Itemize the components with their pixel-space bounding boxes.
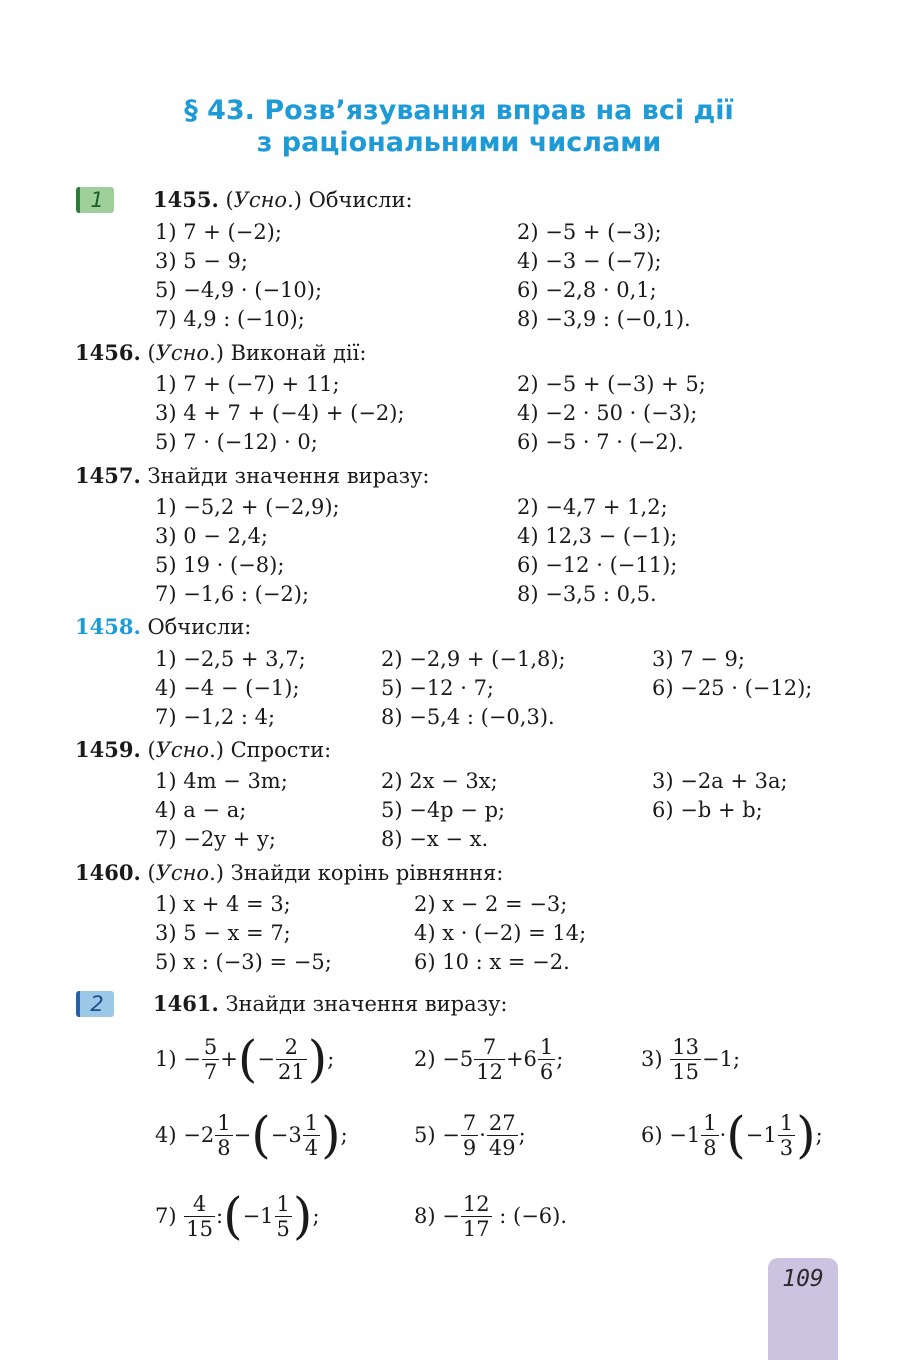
denominator: 5: [276, 1216, 290, 1241]
exercise-item: 3) 5 − 9;: [155, 249, 248, 273]
numerator: 5: [203, 1034, 218, 1059]
whole-part: −1: [669, 1123, 701, 1147]
task-text: Знайди значення виразу:: [218, 992, 508, 1016]
whole-part: −5: [442, 1047, 474, 1071]
denominator: 4: [304, 1135, 319, 1160]
exercise-item: 2) −5 + (−3) + 5;: [517, 372, 706, 396]
fraction: [275, 1192, 292, 1241]
numerator: 1: [779, 1110, 794, 1135]
exercise-item: 4) −3 − (−7);: [517, 249, 662, 273]
exercise-item: 4) −2 · 50 · (−3);: [517, 401, 698, 425]
fraction: [670, 1035, 701, 1084]
exercise-1461-heading: [153, 991, 508, 1017]
fraction: [461, 1111, 478, 1160]
fraction: [538, 1035, 555, 1084]
exercise-item: 7) −2y + y;: [155, 827, 276, 851]
exercise-item: 2) 2x − 3x;: [381, 769, 498, 793]
fraction-expression-8: 8) − $\frac{12}{17}$ : (−6).: [414, 1191, 568, 1241]
fraction-expression-5: 5) − $\frac{7}{9}$ · $\frac{27}{49}$ ;: [414, 1110, 526, 1160]
exercise-item: 4) x · (−2) = 14;: [414, 921, 587, 945]
whole-part: −3: [270, 1123, 302, 1147]
exercise-item: 8) −3,9 : (−0,1).: [517, 307, 691, 331]
task-text: (: [140, 341, 156, 365]
task-text: (: [218, 188, 234, 212]
whole-part: −1: [242, 1204, 274, 1228]
task-text: (: [140, 861, 156, 885]
denominator: 6: [539, 1059, 554, 1084]
exercise-item: 6) −5 · 7 · (−2).: [517, 430, 684, 454]
task-text: .) Знайди корінь рівняння:: [209, 861, 504, 885]
numerator: 1: [276, 1191, 290, 1216]
expression-tail: : (−6).: [499, 1204, 568, 1228]
fraction: [701, 1111, 718, 1160]
denominator: 8: [703, 1135, 717, 1160]
exercise-1459-heading: [75, 737, 331, 763]
exercise-number: 1460.: [75, 860, 141, 885]
exercise-1455-heading: [153, 187, 413, 213]
exercise-item: 2) −2,9 + (−1,8);: [381, 647, 566, 671]
fraction-expression-6: 6) −1 $\frac{1}{8}$ · ( −1 $\frac{1}{3}$ ) ;: [641, 1106, 823, 1164]
exercise-item: 6) −2,8 · 0,1;: [517, 278, 657, 302]
task-text: .) Виконай дії:: [209, 341, 367, 365]
task-text: (: [140, 738, 156, 762]
item-label: 5): [414, 1123, 436, 1147]
numerator: 1: [217, 1110, 231, 1135]
fraction-expression-1: 1) − $\frac{5}{7}$ + ( − $\frac{2}{21}$ ) ;: [155, 1030, 335, 1088]
item-label: 8): [414, 1204, 436, 1228]
fraction: [202, 1035, 219, 1084]
exercise-item: 5) 19 · (−8);: [155, 553, 285, 577]
exercise-item: 7) 4,9 : (−10);: [155, 307, 305, 331]
exercise-item: 1) 4m − 3m;: [155, 769, 288, 793]
fraction-expression-7: 7) $\frac{4}{15}$ : ( −1 $\frac{1}{5}$ ) ;: [155, 1187, 320, 1245]
denominator: 15: [186, 1216, 213, 1241]
exercise-item: 8) −3,5 : 0,5.: [517, 582, 657, 606]
exercise-item: 3) 5 − x = 7;: [155, 921, 291, 945]
exercise-item: 3) 7 − 9;: [652, 647, 745, 671]
section-title-line-1: § 43. Розв’язування вправ на всі дії: [184, 95, 734, 126]
item-label: 2): [414, 1047, 436, 1071]
section-title-line-2: з раціональними числами: [256, 127, 662, 158]
item-label: 1): [155, 1047, 177, 1071]
fraction-expression-4: 4) −2 $\frac{1}{8}$ − ( −3 $\frac{1}{4}$ ) ;: [155, 1106, 348, 1164]
exercise-item: 5) 7 · (−12) · 0;: [155, 430, 318, 454]
numerator: 2: [276, 1035, 307, 1060]
fraction-expression-2: 2) −5 $\frac{7}{12}$ +6 $\frac{1}{6}$ ;: [414, 1034, 564, 1084]
exercise-item: 4) 12,3 − (−1);: [517, 524, 678, 548]
whole-part: +6: [505, 1047, 537, 1071]
exercise-item: 3) 0 − 2,4;: [155, 524, 269, 548]
exercise-item: 7) −1,6 : (−2);: [155, 582, 310, 606]
exercise-item: 7) −1,2 : 4;: [155, 705, 276, 729]
task-text: .) Обчисли:: [287, 188, 413, 212]
fraction: [303, 1111, 320, 1160]
task-oral-label: Усно: [155, 861, 210, 885]
exercise-number: 1458.: [75, 614, 141, 639]
exercise-item: 6) 10 : x = −2.: [414, 950, 570, 974]
fraction: [778, 1111, 795, 1160]
numerator: 7: [474, 1035, 505, 1060]
exercise-1458-heading: [75, 614, 251, 640]
task-oral-label: Усно: [233, 188, 288, 212]
whole-part: −2: [183, 1123, 215, 1147]
item-label: 6): [641, 1123, 663, 1147]
numerator: 1: [703, 1110, 717, 1135]
exercise-item: 5) −4p − p;: [381, 798, 506, 822]
exercise-item: 5) x : (−3) = −5;: [155, 950, 332, 974]
exercise-number: 1455.: [153, 187, 219, 212]
operator: −: [233, 1123, 252, 1147]
exercise-item: 6) −25 · (−12);: [652, 676, 813, 700]
denominator: 49: [488, 1135, 516, 1160]
numerator: 4: [184, 1192, 215, 1217]
exercise-item: 3) −2a + 3a;: [652, 769, 788, 793]
numerator: 12: [462, 1191, 490, 1216]
exercise-item: 5) −4,9 · (−10);: [155, 278, 323, 302]
exercise-item: 1) 7 + (−7) + 11;: [155, 372, 340, 396]
exercise-number: 1457.: [75, 463, 141, 488]
whole-part: −1: [745, 1123, 777, 1147]
fraction-expression-3: [641, 1027, 740, 1091]
exercise-item: 5) −12 · 7;: [381, 676, 495, 700]
fraction: [474, 1035, 505, 1084]
exercise-1457-heading: [75, 463, 430, 489]
expression-tail: −1;: [701, 1047, 741, 1071]
exercise-item: 8) −x − x.: [381, 827, 489, 851]
fraction: [184, 1192, 215, 1241]
task-text: .) Спрости:: [209, 738, 332, 762]
exercise-item: 2) −5 + (−3);: [517, 220, 662, 244]
denominator: 8: [217, 1135, 231, 1160]
exercise-item: 1) −2,5 + 3,7;: [155, 647, 306, 671]
denominator: 15: [672, 1059, 699, 1084]
exercise-item: 6) −b + b;: [652, 798, 763, 822]
fraction: [276, 1035, 307, 1084]
level-2-badge: 2: [76, 991, 114, 1017]
fraction: [461, 1192, 492, 1241]
exercise-item: 4) −4 − (−1);: [155, 676, 300, 700]
exercise-item: 8) −5,4 : (−0,3).: [381, 705, 555, 729]
numerator: 13: [672, 1034, 699, 1059]
denominator: 3: [779, 1135, 794, 1160]
denominator: 9: [462, 1135, 477, 1160]
task-oral-label: Усно: [155, 341, 210, 365]
exercise-number: 1461.: [153, 991, 219, 1016]
numerator: 1: [304, 1110, 319, 1135]
denominator: 17: [462, 1216, 490, 1241]
denominator: 12: [476, 1059, 503, 1084]
denominator: 7: [203, 1059, 218, 1084]
exercise-number: 1456.: [75, 340, 141, 365]
exercise-1456-heading: [75, 340, 366, 366]
fraction: [215, 1111, 232, 1160]
exercise-item: 1) 7 + (−2);: [155, 220, 282, 244]
task-text: Знайди значення виразу:: [140, 464, 430, 488]
exercise-item: 1) −5,2 + (−2,9);: [155, 495, 340, 519]
denominator: 21: [277, 1059, 305, 1084]
exercise-item: 1) x + 4 = 3;: [155, 892, 291, 916]
exercise-item: 6) −12 · (−11);: [517, 553, 678, 577]
numerator: 1: [539, 1034, 554, 1059]
exercise-number: 1459.: [75, 737, 141, 762]
task-oral-label: Усно: [155, 738, 210, 762]
page-number: 109: [782, 1266, 824, 1292]
item-label: 3): [641, 1047, 663, 1071]
fraction: [487, 1111, 518, 1160]
item-label: 7): [155, 1204, 177, 1228]
exercise-item: 2) x − 2 = −3;: [414, 892, 568, 916]
task-text: Обчисли:: [140, 615, 252, 639]
exercise-1460-heading: [75, 860, 503, 886]
exercise-item: 4) a − a;: [155, 798, 247, 822]
exercise-item: 2) −4,7 + 1,2;: [517, 495, 668, 519]
item-label: 4): [155, 1123, 177, 1147]
numerator: 7: [462, 1110, 477, 1135]
exercise-item: 3) 4 + 7 + (−4) + (−2);: [155, 401, 405, 425]
level-1-badge: 1: [76, 187, 114, 213]
numerator: 27: [488, 1110, 516, 1135]
